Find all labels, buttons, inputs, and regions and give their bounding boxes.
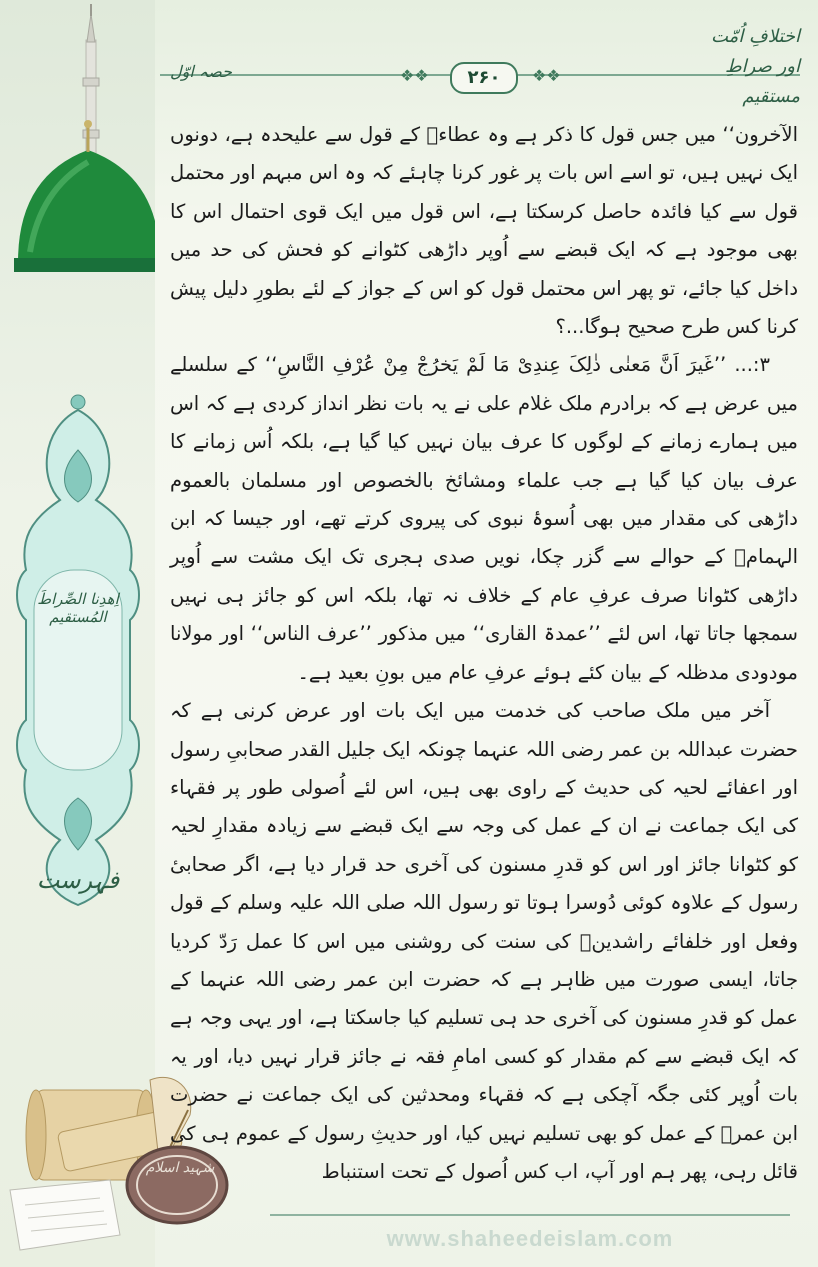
part-label: حصہ اوّل: [170, 62, 233, 81]
website-url[interactable]: www.shaheedeislam.com: [386, 1226, 674, 1251]
medallion-calligraphy: اِھدِنا الصِّراطَ المُستقیم: [37, 590, 119, 626]
header-ornament-left: ❖❖: [400, 66, 429, 85]
main-text: [170, 116, 798, 1196]
medallion-ornament: [0, 390, 155, 910]
paragraph: آخر میں ملک صاحب کی خدمت میں ایک بات اور عرض کرنی ہے کہ حضرت عبداللہ بن عمر رضی اللہ عنہما چونکہ ایک جلیل القدر صحابیِ رسول اور اعفائے لحیہ کی حدیث کے راوی بھی ہیں، اس لئے اُصولی طور پر فقہاء کی ایک جماعت نے ان کے عمل کی وجہ سے ایک قبضے سے زیادہ مقدارِ لحیہ کو کٹوانا جائز اور اس کو قدرِ مسنون کی آخری حد قرار دیا ہے، اگر صحابیٔ رسول کے علاوہ کوئی دُوسرا ہوتا تو رسول اللہ صلی اللہ علیہ وسلم کے قول وفعل اور خلفائے راشدینؓ کی سنت کی روشنی میں اس کا عمل رَدّ کردیا جاتا، ایسی صورت میں ظاہر ہے کہ حضرت ابن عمر رضی اللہ عنہما کے عمل کو قدرِ مسنون کی آخری حد ہی تسلیم کیا جاسکتا ہے، اور یہی وجہ ہے کہ ایک قبضے سے کم مقدار کو کسی امامِ فقہ نے جائز قرار نہیں دیا، اور یہ بات اُوپر کئی جگہ آچکی ہے کہ فقہاء ومحدثین کی ایک جماعت نے حضرت ابن عمرؓ کے عمل کو بھی تسلیم نہیں کیا، اور حدیثِ رسول کے عموم ہی کی قائل رہی، پھر ہم اور آپ، اب کس اُصول کے تحت استنباط: [170, 699, 798, 1183]
page-number: ۲۶۰: [450, 62, 518, 94]
book-title: اختلافِ اُمّت اور صراطِ مستقیم: [711, 26, 800, 107]
paragraph: الآخرون‘‘ میں جس قول کا ذکر ہے وہ عطاءؒ کے قول سے علیحدہ ہے، دونوں ایک نہیں ہیں، تو اسے اس بات پر غور کرنا چاہئے کہ وہ اس مبہم اور محتمل قول سے کیا فائدہ حاصل کرسکتا ہے، اس قول میں ایک قوی احتمال اس کا بھی موجود ہے کہ ایک قبضے سے اُوپر داڑھی کٹوانے کو فحش کی حد میں داخل کیا جائے، تو پھر اس محتمل قول کو اس کے جواز کے لئے بطورِ دلیل پیش کرنا کس طرح صحیح ہوگا...؟: [170, 123, 798, 339]
minaret-dome-illustration: [0, 0, 155, 300]
page-header: [160, 26, 800, 107]
paragraph: ۳:... ’’غَیرَ اَنَّ مَعنٰی ذٰلِکَ عِندِیْ مَا لَمْ یَخرُجْ مِنْ عُرْفِ النَّاسِ‘‘ کے سلسلے میں عرض ہے کہ برادرم ملک غلام علی نے یہ بات نظر انداز کردی ہے کہ اس میں ہمارے زمانے کے لوگوں کا عرف بیان نہیں کیا گیا ہے، بلکہ اُس زمانے کا عرف بیان کیا گیا ہے جب علماء ومشائخ بالخصوص اور مسلمان بالعموم داڑھی کی مقدار میں بھی اُسوۂ نبوی کی پیروی کرتے تھے، اور جیسا کہ ابن الہمامؒ کے حوالے سے گزر چکا، نویں صدی ہجری تک ایک مشت سے اُوپر داڑھی کٹوانا صرف عرفِ عام کے خلاف نہ تھا، بلکہ اس کو جائز ہی نہیں سمجھا جاتا تھا، اس لئے ’’عمدۃ القاری‘‘ میں مذکور ’’عرف الناس‘‘ اور مولانا مودودی مدظلہ کے بیان کئے ہوئے عرفِ عام میں بونِ بعید ہے۔: [170, 353, 798, 684]
footer-rule: [270, 1214, 790, 1216]
index-link[interactable]: فہرست: [36, 866, 120, 894]
header-ornament-right: ❖❖: [532, 66, 561, 85]
seal-text: شہید اسلام: [145, 1160, 215, 1176]
